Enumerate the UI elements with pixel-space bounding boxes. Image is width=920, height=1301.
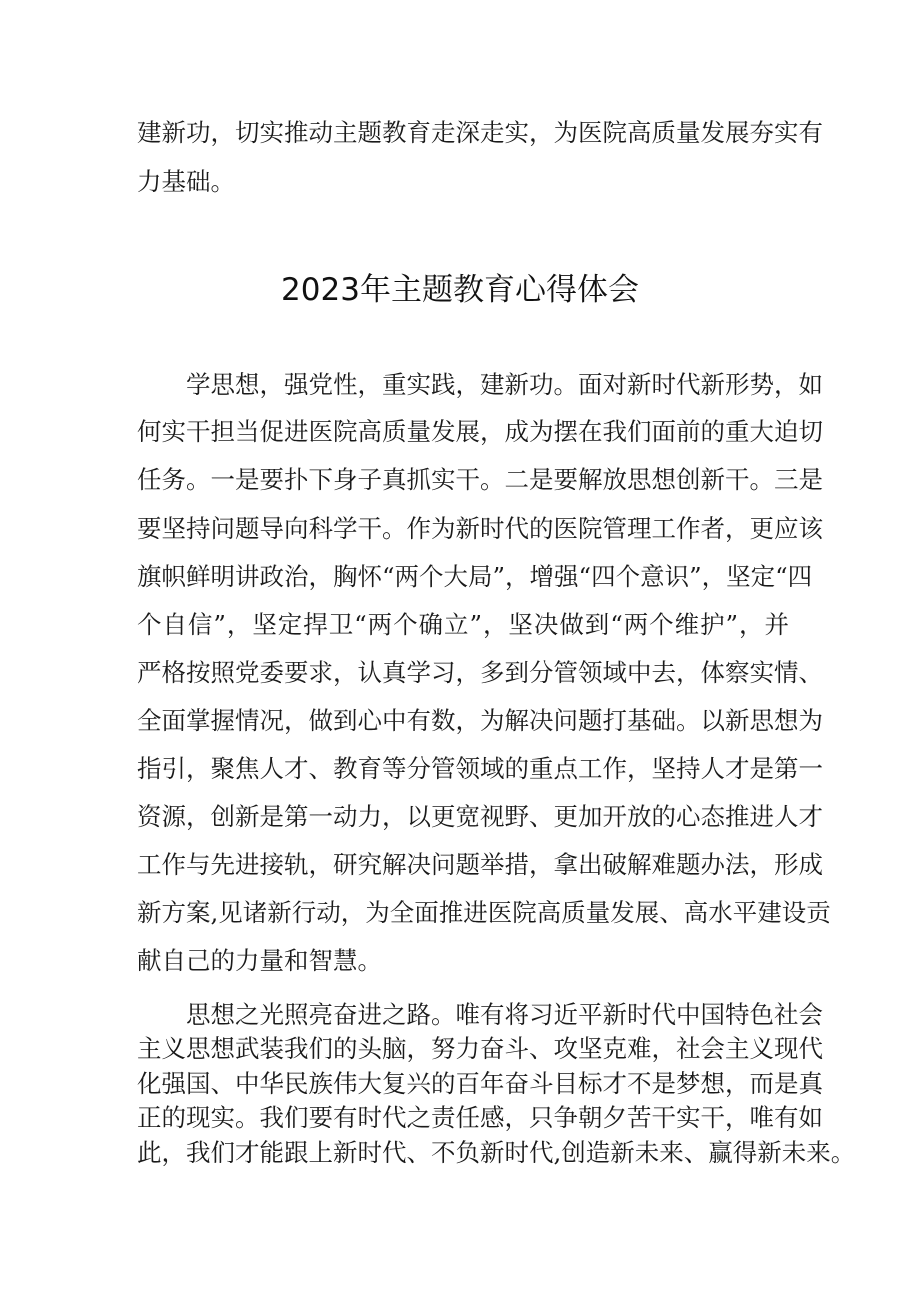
page-title: 2023年主题教育心得体会 <box>281 272 639 308</box>
text-line: 此，我们才能跟上新时代、不负新时代,创造新未来、赢得新未来。 <box>137 1138 856 1167</box>
text-line: 全面掌握情况，做到心中有数，为解决问题打基础。以新思想为 <box>137 706 823 735</box>
text-line: 新方案,见诸新行动，为全面推进医院高质量发展、高水平建设贡 <box>137 898 831 927</box>
text-line: 个自信”，坚定捍卫“两个确立”，坚决做到“两个维护”，并 <box>137 610 789 639</box>
text-line: 指引，聚焦人才、教育等分管领域的重点工作，坚持人才是第一 <box>137 754 823 783</box>
text-line: 学思想，强党性，重实践，建新功。面对新时代新形势，如 <box>186 370 823 399</box>
text-line: 正的现实。我们要有时代之责任感，只争朝夕苦干实干，唯有如 <box>137 1103 823 1132</box>
text-line: 旗帜鲜明讲政治，胸怀“两个大局”，增强“四个意识”，坚定“四 <box>137 562 813 591</box>
text-line: 严格按照党委要求，认真学习，多到分管领域中去，体察实情、 <box>137 658 823 687</box>
text-line: 化强国、中华民族伟大复兴的百年奋斗目标才不是梦想，而是真 <box>137 1069 823 1098</box>
text-line: 献自己的力量和智慧。 <box>137 946 382 975</box>
text-line: 何实干担当促进医院高质量发展，成为摆在我们面前的重大迫切 <box>137 417 823 446</box>
text-line: 资源，创新是第一动力，以更宽视野、更加开放的心态推进人才 <box>137 802 823 831</box>
text-line: 力基础。 <box>137 167 235 196</box>
text-line: 任务。一是要扑下身子真抓实干。二是要解放思想创新干。三是 <box>137 465 823 494</box>
text-line: 工作与先进接轨，研究解决问题举措，拿出破解难题办法，形成 <box>137 850 823 879</box>
text-line: 思想之光照亮奋进之路。唯有将习近平新时代中国特色社会 <box>186 1000 823 1029</box>
text-line: 主义思想武装我们的头脑，努力奋斗、攻坚克难，社会主义现代 <box>137 1034 823 1063</box>
text-line: 建新功，切实推动主题教育走深走实，为医院高质量发展夯实有 <box>137 118 823 147</box>
text-line: 要坚持问题导向科学干。作为新时代的医院管理工作者，更应该 <box>137 514 823 543</box>
